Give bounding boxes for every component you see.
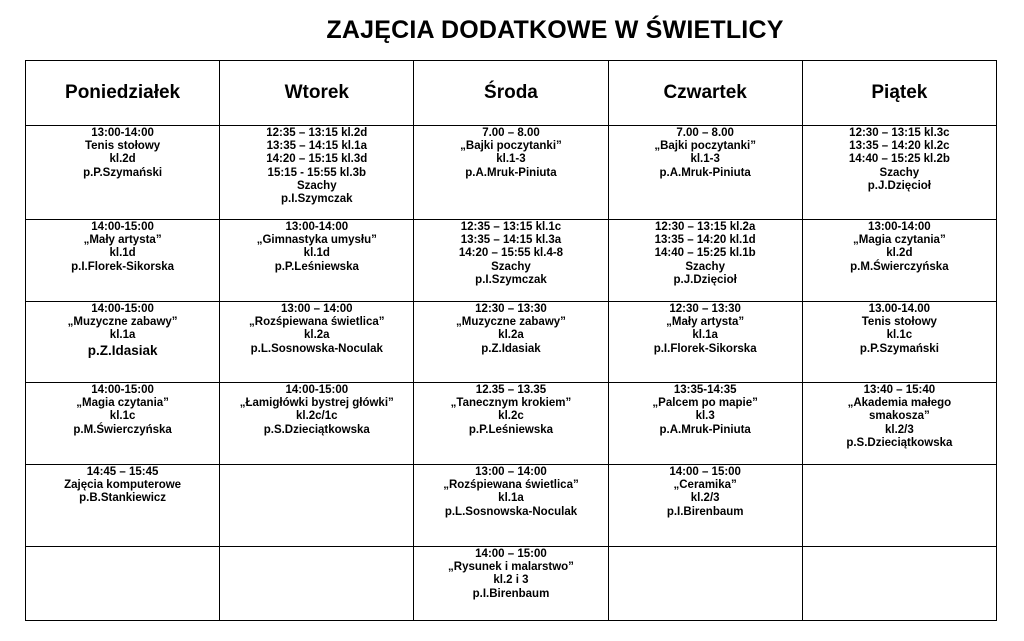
schedule-cell-friday: [802, 220, 996, 302]
activity-line: 14:45 – 15:45: [86, 466, 159, 478]
activity-line: kl.1a: [109, 329, 136, 342]
activity-line: p.M.Świerczyńska: [850, 260, 949, 273]
activity-line: kl.2/3: [884, 423, 914, 436]
activity-line: 14:40 – 15:25 kl.2b: [848, 153, 950, 166]
activity-line: 12.35 – 13.35: [475, 384, 547, 396]
activity-line: „Palcem po mapie”: [652, 397, 758, 410]
activity-line: p.Z.Idasiak: [481, 342, 541, 355]
schedule-cell-thursday: [608, 126, 802, 220]
activity-line: 13:35 – 14:15 kl.1a: [266, 140, 367, 153]
activity-line: p.A.Mruk-Piniuta: [659, 423, 751, 436]
activity-line: p.P.Szymański: [859, 342, 939, 355]
activity-line: p.I.Birenbaum: [472, 587, 550, 600]
activity-line: kl.1d: [109, 247, 136, 260]
schedule-cell-monday: [26, 547, 220, 621]
activity-line: p.P.Leśniewska: [468, 423, 554, 436]
activity-line: kl.1a: [692, 329, 718, 342]
activity-line: 14:00 – 15:00: [669, 466, 741, 478]
activity-line: p.B.Stankiewicz: [79, 492, 167, 505]
activity-line: 13:35 – 14:20 kl.2c: [849, 140, 950, 153]
activity-line: 12:30 – 13:30: [475, 303, 547, 315]
activity-line: kl.2d: [886, 247, 913, 260]
schedule-cell-tuesday: [220, 383, 414, 465]
activity-line: 12:35 – 13:15 kl.1c: [460, 221, 562, 233]
schedule-cell-wednesday: [414, 383, 608, 465]
schedule-cell-friday: [802, 465, 996, 547]
activity-line: „Mały artysta”: [83, 234, 162, 247]
schedule-cell-wednesday: [414, 465, 608, 547]
activity-line: p.I.Florek-Sikorska: [71, 260, 175, 273]
activity-line: kl.2c: [498, 410, 524, 423]
schedule-cell-thursday: [608, 383, 802, 465]
activity-line: 14:00-15:00: [91, 384, 154, 396]
activity-line: 14:00-15:00: [91, 221, 154, 233]
schedule-cell-wednesday: [414, 220, 608, 302]
activity-line: p.Z.Idasiak: [87, 342, 158, 358]
schedule-cell-friday: [802, 126, 996, 220]
activity-line: 15:15 - 15:55 kl.3b: [267, 166, 366, 179]
activity-line: p.M.Świerczyńska: [73, 423, 172, 436]
activity-line: Tenis stołowy: [84, 140, 161, 153]
activity-line: kl.1-3: [496, 153, 526, 166]
activity-line: 12:30 – 13:15 kl.3c: [849, 127, 950, 139]
activity-line: kl.2/3: [690, 492, 720, 505]
activity-line: kl.1c: [886, 329, 913, 342]
activity-line: p.I.Szymczak: [280, 193, 353, 206]
activity-line: p.P.Szymański: [83, 166, 163, 179]
activity-line: „Muzyczne zabawy”: [456, 316, 566, 329]
table-row: [26, 220, 997, 302]
activity-line: „Rysunek i malarstwo”: [448, 561, 574, 574]
activity-line: p.P.Leśniewska: [274, 260, 359, 273]
schedule-cell-monday: [26, 126, 220, 220]
activity-line: 13:40 – 15:40: [863, 384, 936, 396]
activity-line: 14:40 – 15:25 kl.1b: [654, 247, 756, 260]
table-row: [26, 383, 997, 465]
activity-line: 14:00-15:00: [91, 303, 154, 315]
table-row: [26, 302, 997, 383]
activity-line: kl.1a: [498, 492, 524, 505]
activity-line: „Magia czytania”: [853, 234, 946, 247]
activity-line: kl.2c/1c: [295, 410, 338, 423]
activity-line: p.I.Szymczak: [475, 273, 547, 286]
activity-line: 14:00 – 15:00: [475, 548, 547, 560]
schedule-cell-friday: [802, 547, 996, 621]
day-header-tuesday: Wtorek: [220, 61, 414, 126]
activity-line: kl.3: [695, 410, 715, 423]
activity-line: kl.2 i 3: [493, 574, 529, 587]
activity-line: „Ceramika”: [673, 479, 737, 492]
table-row: [26, 126, 997, 220]
day-header-wednesday: Środa: [414, 61, 608, 126]
schedule-table: [25, 60, 997, 621]
activity-line: kl.2d: [109, 153, 136, 166]
schedule-cell-thursday: [608, 302, 802, 383]
activity-line: Szachy: [491, 260, 531, 273]
activity-line: 14:20 – 15:15 kl.3d: [266, 153, 368, 166]
activity-line: Zajęcia komputerowe: [64, 479, 182, 492]
activity-line: 7.00 – 8.00: [482, 127, 540, 139]
activity-line: 13:00 – 14:00: [280, 303, 353, 315]
activity-line: „Łamigłówki bystrej główki”: [239, 397, 394, 410]
activity-line: „Bajki poczytanki”: [654, 140, 756, 153]
activity-line: kl.2a: [498, 329, 524, 342]
schedule-cell-tuesday: [220, 547, 414, 621]
activity-line: p.A.Mruk-Piniuta: [465, 166, 557, 179]
schedule-cell-wednesday: [414, 547, 608, 621]
activity-line: Szachy: [296, 179, 337, 192]
activity-line: 12:30 – 13:15 kl.2a: [654, 221, 756, 233]
activity-line: kl.2a: [303, 329, 330, 342]
activity-line: 13:00-14:00: [868, 221, 931, 233]
schedule-cell-wednesday: [414, 126, 608, 220]
activity-line: p.J.Dzięcioł: [673, 273, 737, 286]
activity-line: 7.00 – 8.00: [676, 127, 734, 139]
activity-line: p.A.Mruk-Piniuta: [659, 166, 751, 179]
activity-line: kl.1d: [303, 247, 330, 260]
activity-line: „Rozśpiewana świetlica”: [249, 316, 385, 329]
activity-line: kl.1c: [109, 410, 136, 423]
schedule-cell-monday: [26, 465, 220, 547]
schedule-cell-thursday: [608, 465, 802, 547]
schedule-cell-monday: [26, 302, 220, 383]
schedule-cell-friday: [802, 302, 996, 383]
activity-line: Tenis stołowy: [861, 316, 937, 329]
schedule-cell-tuesday: [220, 220, 414, 302]
activity-line: p.S.Dzieciątkowska: [846, 436, 953, 449]
activity-line: smakosza”: [869, 410, 930, 423]
activity-line: 13:00 – 14:00: [475, 466, 547, 478]
activity-line: „Rozśpiewana świetlica”: [443, 479, 579, 492]
activity-line: „Bajki poczytanki”: [460, 140, 562, 153]
activity-line: 13:35 – 14:15 kl.3a: [460, 234, 562, 247]
header-row: [26, 61, 997, 126]
activity-line: 13:35 – 14:20 kl.1d: [654, 234, 756, 247]
activity-line: p.S.Dzieciątkowska: [263, 423, 370, 436]
activity-line: p.J.Dzięcioł: [867, 179, 932, 192]
activity-line: kl.1-3: [690, 153, 720, 166]
activity-line: p.L.Sosnowska-Noculak: [444, 505, 578, 518]
schedule-cell-friday: [802, 383, 996, 465]
schedule-cell-thursday: [608, 547, 802, 621]
activity-line: 12:35 – 13:15 kl.2d: [266, 127, 368, 139]
activity-line: 13:35-14:35: [673, 384, 737, 396]
activity-line: p.I.Florek-Sikorska: [653, 342, 757, 355]
activity-line: „Akademia małego: [847, 397, 952, 410]
activity-line: 13:00-14:00: [91, 127, 154, 139]
schedule-cell-monday: [26, 220, 220, 302]
schedule-body: [26, 126, 997, 621]
activity-line: 12:30 – 13:30: [669, 303, 741, 315]
table-row: [26, 547, 997, 621]
activity-line: „Gimnastyka umysłu”: [256, 234, 377, 247]
schedule-cell-monday: [26, 383, 220, 465]
schedule-cell-thursday: [608, 220, 802, 302]
activity-line: p.L.Sosnowska-Noculak: [250, 342, 383, 355]
activity-line: „Tanecznym krokiem”: [450, 397, 572, 410]
day-header-monday: Poniedziałek: [26, 61, 220, 126]
activity-line: 14:20 – 15:55 kl.4-8: [458, 247, 564, 260]
activity-line: p.I.Birenbaum: [666, 505, 744, 518]
activity-line: Szachy: [879, 166, 920, 179]
activity-line: 14:00-15:00: [285, 384, 349, 396]
page-title: ZAJĘCIA DODATKOWE W ŚWIETLICY: [326, 16, 784, 44]
activity-line: 13:00-14:00: [285, 221, 349, 233]
activity-line: „Magia czytania”: [76, 397, 169, 410]
table-row: [26, 465, 997, 547]
schedule-cell-tuesday: [220, 465, 414, 547]
day-header-friday: Piątek: [802, 61, 996, 126]
activity-line: Szachy: [685, 260, 725, 273]
activity-line: „Muzyczne zabawy”: [67, 316, 178, 329]
schedule-cell-wednesday: [414, 302, 608, 383]
day-header-thursday: Czwartek: [608, 61, 802, 126]
schedule-cell-tuesday: [220, 126, 414, 220]
activity-line: 13.00-14.00: [868, 303, 931, 315]
schedule-cell-tuesday: [220, 302, 414, 383]
activity-line: „Mały artysta”: [666, 316, 745, 329]
